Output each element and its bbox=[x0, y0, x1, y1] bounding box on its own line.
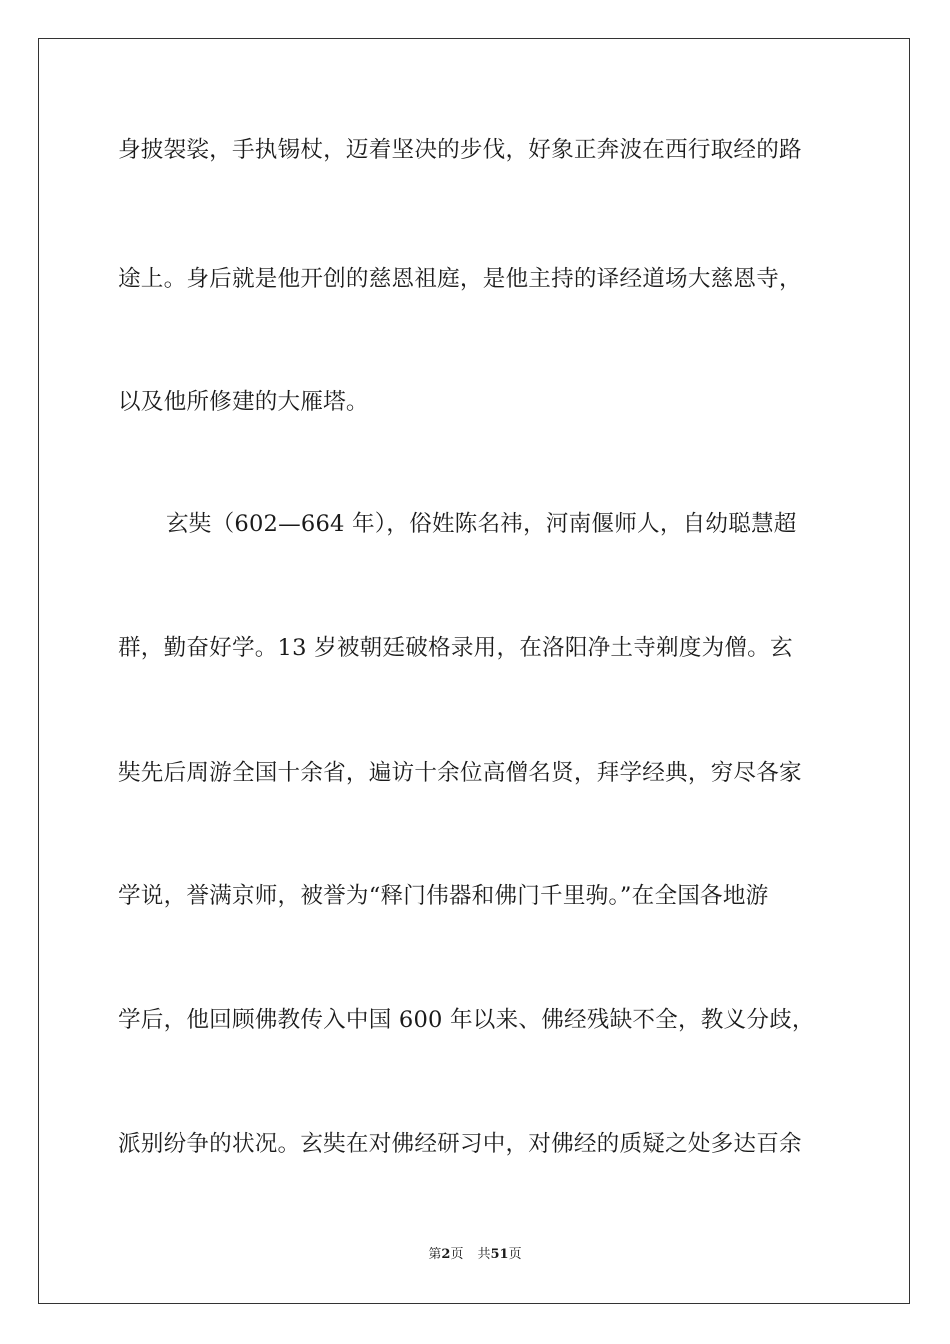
page-footer bbox=[0, 1246, 950, 1264]
text-line-8: 学后，他回顾佛教传入中国 600 年以来、佛经残缺不全，教义分歧， bbox=[118, 1007, 815, 1033]
text-line-7: 学说，誉满京师，被誉为“释门伟器和佛门千里驹。”在全国各地游 bbox=[118, 883, 769, 909]
text-line-9: 派别纷争的状况。玄奘在对佛经研习中，对佛经的质疑之处多达百余 bbox=[118, 1131, 802, 1157]
text-line-1: 身披袈裟，手执锡杖，迈着坚决的步伐，好象正奔波在西行取经的路 bbox=[118, 137, 802, 163]
text-line-2: 途上。身后就是他开创的慈恩祖庭，是他主持的译经道场大慈恩寺， bbox=[118, 266, 802, 292]
text-line-5: 群，勤奋好学。13 岁被朝廷破格录用，在洛阳净土寺剃度为僧。玄 bbox=[118, 635, 793, 661]
total-prefix: 共 bbox=[477, 1247, 491, 1262]
page-prefix: 第 bbox=[428, 1247, 442, 1262]
page-frame bbox=[38, 38, 910, 1304]
page-suffix: 页 bbox=[450, 1247, 464, 1262]
text-line-4: 玄奘（602—664 年），俗姓陈名祎，河南偃师人，自幼聪慧超 bbox=[166, 511, 797, 537]
text-line-3: 以及他所修建的大雁塔。 bbox=[118, 389, 369, 415]
page-number: 2 bbox=[441, 1247, 451, 1262]
text-line-6: 奘先后周游全国十余省，遍访十余位高僧名贤，拜学经典，穷尽各家 bbox=[118, 760, 802, 786]
total-suffix: 页 bbox=[508, 1247, 522, 1262]
total-pages: 51 bbox=[490, 1247, 509, 1262]
